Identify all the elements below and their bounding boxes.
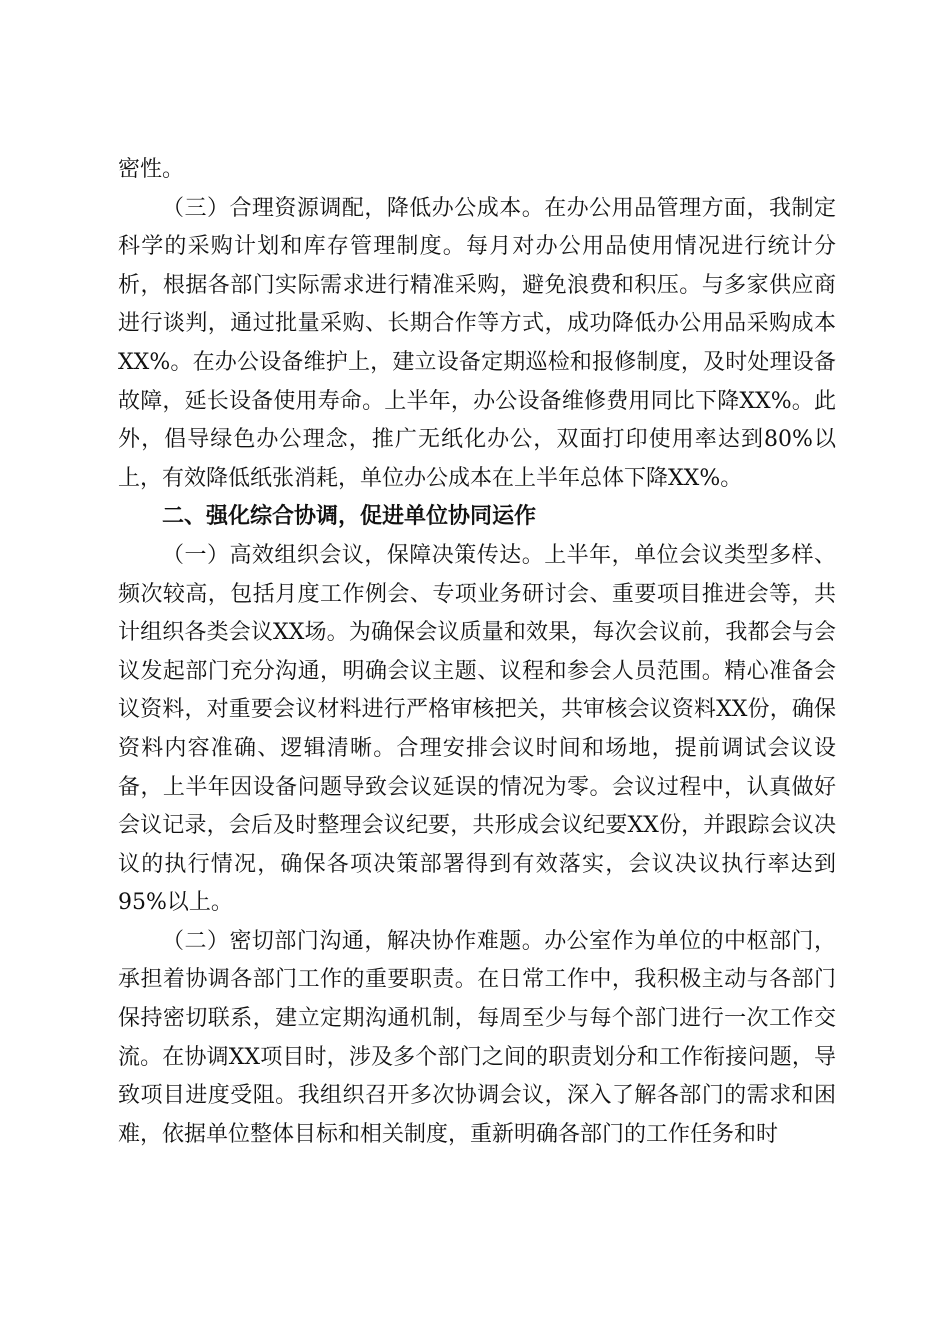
subsection-1-lead: （一）高效组织会议，保障决策传达。 [162, 542, 545, 568]
subsection-1-body: 上半年，单位会议类型多样、频次较高，包括月度工作例会、专项业务研讨会、重要项目推进会等，共计组织各类会议XX场。为确保会议质量和效果，每次会议前，我都会与会议发起部门充分沟通，明确会议主题、议程和参会人员范围。精心准备会议资料，对重要会议材料进行严格审核把关，共审核会议资料XX份，确保资料内容准确、逻辑清晰。合理安排会议时间和场地，提前调试会议设备，上半年因设备问题导致会议延误的情况为零。会议过程中，认真做好会议记录，会后及时整理会议纪要，共形成会议纪要XX份，并跟踪会议决议的执行情况，确保各项决策部署得到有效落实，会议决议执行率达到95%以上。 [118, 542, 836, 916]
subsection-2-lead: （二）密切部门沟通，解决协作难题。 [162, 928, 545, 954]
paragraph-section-3 [118, 190, 836, 499]
section-3-body: 在办公用品管理方面，我制定科学的采购计划和库存管理制度。每月对办公用品使用情况进行统计分析，根据各部门实际需求进行精准采购，避免浪费和积压。与多家供应商进行谈判，通过批量采购、长期合作等方式，成功降低办公用品采购成本XX%。在办公设备维护上，建立设备定期巡检和报修制度，及时处理设备故障，延长设备使用寿命。上半年，办公设备维修费用同比下降XX%。此外，倡导绿色办公理念，推广无纸化办公，双面打印使用率达到80%以上，有效降低纸张消耗，单位办公成本在上半年总体下降XX%。 [118, 195, 836, 491]
document-body [118, 151, 836, 1154]
paragraph-subsection-2 [118, 923, 836, 1155]
section-heading-2: 二、强化综合协调，促进单位协同运作 [162, 504, 537, 530]
continuation-text: 密性。 [118, 157, 185, 182]
continuation-paragraph [118, 151, 836, 190]
subsection-2-body: 办公室作为单位的中枢部门，承担着协调各部门工作的重要职责。在日常工作中，我积极主动与各部门保持密切联系，建立定期沟通机制，每周至少与每个部门进行一次工作交流。在协调XX项目时，涉及多个部门之间的职责划分和工作衔接问题，导致项目进度受阻。我组织召开多次协调会议，深入了解各部门的需求和困难，依据单位整体目标和相关制度，重新明确各部门的工作任务和时 [118, 928, 836, 1147]
section-3-lead: （三）合理资源调配，降低办公成本。 [162, 195, 545, 221]
paragraph-subsection-1 [118, 537, 836, 923]
